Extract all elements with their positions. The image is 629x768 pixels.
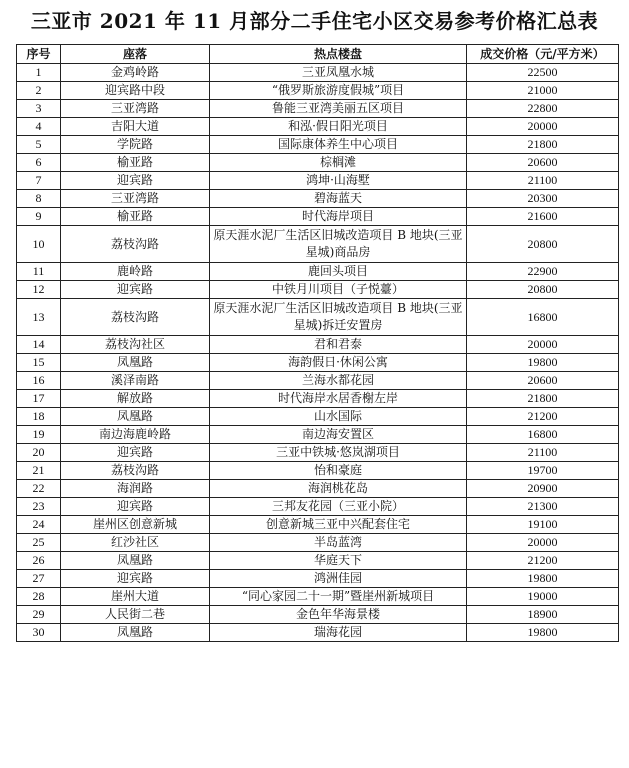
table-row [17, 208, 619, 226]
table-row [17, 82, 619, 100]
header-project: 热点楼盘 [210, 45, 467, 64]
cell-project: 怡和豪庭 [210, 462, 467, 480]
table-row [17, 136, 619, 154]
cell-price: 20600 [467, 154, 619, 172]
cell-index: 29 [17, 606, 61, 624]
cell-location: 凤凰路 [61, 408, 210, 426]
cell-price: 22500 [467, 64, 619, 82]
table-row [17, 480, 619, 498]
cell-index: 7 [17, 172, 61, 190]
cell-location: 凤凰路 [61, 552, 210, 570]
cell-price: 16800 [467, 426, 619, 444]
cell-project: 中铁月川项目（子悦薹） [210, 281, 467, 299]
cell-index: 3 [17, 100, 61, 118]
cell-location: 榆亚路 [61, 208, 210, 226]
cell-project: 棕榈滩 [210, 154, 467, 172]
cell-project: “俄罗斯旅游度假城”项目 [210, 82, 467, 100]
cell-location: 迎宾路 [61, 444, 210, 462]
cell-project: 鸿洲佳园 [210, 570, 467, 588]
cell-price: 21200 [467, 552, 619, 570]
cell-project: 原天涯水泥厂生活区旧城改造项目 B 地块(三亚星城)商品房 [210, 226, 467, 263]
cell-price: 20000 [467, 336, 619, 354]
cell-index: 11 [17, 263, 61, 281]
cell-price: 20300 [467, 190, 619, 208]
cell-location: 凤凰路 [61, 354, 210, 372]
cell-location: 荔枝沟路 [61, 299, 210, 336]
cell-price: 22800 [467, 100, 619, 118]
cell-project: 三亚中铁城·悠岚湖项目 [210, 444, 467, 462]
cell-location: 人民街二巷 [61, 606, 210, 624]
cell-price: 20600 [467, 372, 619, 390]
cell-index: 18 [17, 408, 61, 426]
cell-project: 瑞海花园 [210, 624, 467, 642]
cell-location: 溪泽南路 [61, 372, 210, 390]
cell-project: 鲁能三亚湾美丽五区项目 [210, 100, 467, 118]
cell-location: 迎宾路 [61, 570, 210, 588]
table-row [17, 426, 619, 444]
cell-location: 荔枝沟社区 [61, 336, 210, 354]
cell-index: 21 [17, 462, 61, 480]
cell-index: 12 [17, 281, 61, 299]
cell-project: 南边海安置区 [210, 426, 467, 444]
table-header-row [17, 45, 619, 64]
cell-index: 30 [17, 624, 61, 642]
cell-location: 解放路 [61, 390, 210, 408]
cell-location: 鹿岭路 [61, 263, 210, 281]
cell-location: 迎宾路 [61, 172, 210, 190]
cell-price: 22900 [467, 263, 619, 281]
cell-project: 鹿回头项目 [210, 263, 467, 281]
table-row [17, 408, 619, 426]
cell-project: “同心家园二十一期”暨崖州新城项目 [210, 588, 467, 606]
table-row [17, 281, 619, 299]
cell-location: 三亚湾路 [61, 100, 210, 118]
cell-location: 三亚湾路 [61, 190, 210, 208]
cell-index: 19 [17, 426, 61, 444]
cell-index: 15 [17, 354, 61, 372]
cell-index: 25 [17, 534, 61, 552]
cell-index: 13 [17, 299, 61, 336]
cell-project: 原天涯水泥厂生活区旧城改造项目 B 地块(三亚星城)拆迁安置房 [210, 299, 467, 336]
cell-location: 金鸡岭路 [61, 64, 210, 82]
cell-price: 16800 [467, 299, 619, 336]
cell-location: 迎宾路 [61, 281, 210, 299]
cell-location: 荔枝沟路 [61, 462, 210, 480]
cell-index: 9 [17, 208, 61, 226]
cell-index: 27 [17, 570, 61, 588]
table-row [17, 100, 619, 118]
cell-index: 20 [17, 444, 61, 462]
header-location: 座落 [61, 45, 210, 64]
cell-project: 华庭天下 [210, 552, 467, 570]
table-row [17, 64, 619, 82]
cell-project: 海韵假日·休闲公寓 [210, 354, 467, 372]
page-title: 三亚市 2021 年 11 月部分二手住宅小区交易参考价格汇总表 [30, 9, 599, 33]
cell-price: 20800 [467, 226, 619, 263]
cell-location: 荔枝沟路 [61, 226, 210, 263]
cell-location: 红沙社区 [61, 534, 210, 552]
table-row [17, 390, 619, 408]
table-body [17, 64, 619, 642]
table-row [17, 118, 619, 136]
cell-location: 迎宾路 [61, 498, 210, 516]
cell-index: 24 [17, 516, 61, 534]
cell-price: 20000 [467, 118, 619, 136]
table-row [17, 516, 619, 534]
table-row [17, 299, 619, 336]
cell-project: 君和君泰 [210, 336, 467, 354]
table-row [17, 154, 619, 172]
table-row [17, 226, 619, 263]
cell-project: 半岛蓝湾 [210, 534, 467, 552]
cell-project: 和泓·假日阳光项目 [210, 118, 467, 136]
cell-project: 碧海蓝天 [210, 190, 467, 208]
cell-location: 迎宾路中段 [61, 82, 210, 100]
cell-price: 21800 [467, 136, 619, 154]
table-row [17, 354, 619, 372]
table-row [17, 372, 619, 390]
cell-index: 17 [17, 390, 61, 408]
cell-index: 22 [17, 480, 61, 498]
cell-project: 三亚凤凰水城 [210, 64, 467, 82]
cell-price: 19000 [467, 588, 619, 606]
cell-price: 20900 [467, 480, 619, 498]
cell-location: 崖州区创意新城 [61, 516, 210, 534]
cell-index: 10 [17, 226, 61, 263]
table-row [17, 624, 619, 642]
cell-price: 19800 [467, 354, 619, 372]
cell-price: 19100 [467, 516, 619, 534]
cell-index: 6 [17, 154, 61, 172]
cell-index: 4 [17, 118, 61, 136]
cell-price: 21200 [467, 408, 619, 426]
header-index: 序号 [17, 45, 61, 64]
cell-project: 山水国际 [210, 408, 467, 426]
cell-project: 时代海岸水居香榭左岸 [210, 390, 467, 408]
cell-location: 吉阳大道 [61, 118, 210, 136]
cell-project: 金色年华海景楼 [210, 606, 467, 624]
header-price: 成交价格（元/平方米） [467, 45, 619, 64]
cell-price: 18900 [467, 606, 619, 624]
cell-project: 鸿坤·山海墅 [210, 172, 467, 190]
table-row [17, 588, 619, 606]
table-row [17, 534, 619, 552]
price-table [16, 44, 619, 642]
cell-location: 海润路 [61, 480, 210, 498]
table-row [17, 570, 619, 588]
cell-index: 8 [17, 190, 61, 208]
cell-price: 21600 [467, 208, 619, 226]
cell-location: 南边海鹿岭路 [61, 426, 210, 444]
cell-project: 时代海岸项目 [210, 208, 467, 226]
cell-price: 21100 [467, 172, 619, 190]
cell-index: 2 [17, 82, 61, 100]
cell-price: 21000 [467, 82, 619, 100]
cell-price: 19700 [467, 462, 619, 480]
cell-location: 榆亚路 [61, 154, 210, 172]
table-row [17, 172, 619, 190]
table-row [17, 606, 619, 624]
cell-location: 崖州大道 [61, 588, 210, 606]
cell-index: 5 [17, 136, 61, 154]
cell-price: 21100 [467, 444, 619, 462]
cell-location: 凤凰路 [61, 624, 210, 642]
cell-price: 21800 [467, 390, 619, 408]
cell-project: 三邦友花园（三亚小院） [210, 498, 467, 516]
cell-location: 学院路 [61, 136, 210, 154]
cell-price: 19800 [467, 570, 619, 588]
cell-index: 28 [17, 588, 61, 606]
cell-index: 26 [17, 552, 61, 570]
cell-project: 创意新城三亚中兴配套住宅 [210, 516, 467, 534]
cell-project: 海润桃花岛 [210, 480, 467, 498]
table-row [17, 462, 619, 480]
cell-price: 20000 [467, 534, 619, 552]
table-row [17, 498, 619, 516]
table-row [17, 336, 619, 354]
cell-project: 国际康体养生中心项目 [210, 136, 467, 154]
cell-price: 20800 [467, 281, 619, 299]
cell-index: 14 [17, 336, 61, 354]
table-row [17, 552, 619, 570]
cell-index: 23 [17, 498, 61, 516]
cell-index: 1 [17, 64, 61, 82]
table-row [17, 444, 619, 462]
cell-price: 19800 [467, 624, 619, 642]
cell-index: 16 [17, 372, 61, 390]
table-row [17, 190, 619, 208]
cell-price: 21300 [467, 498, 619, 516]
cell-project: 兰海水都花园 [210, 372, 467, 390]
table-row [17, 263, 619, 281]
